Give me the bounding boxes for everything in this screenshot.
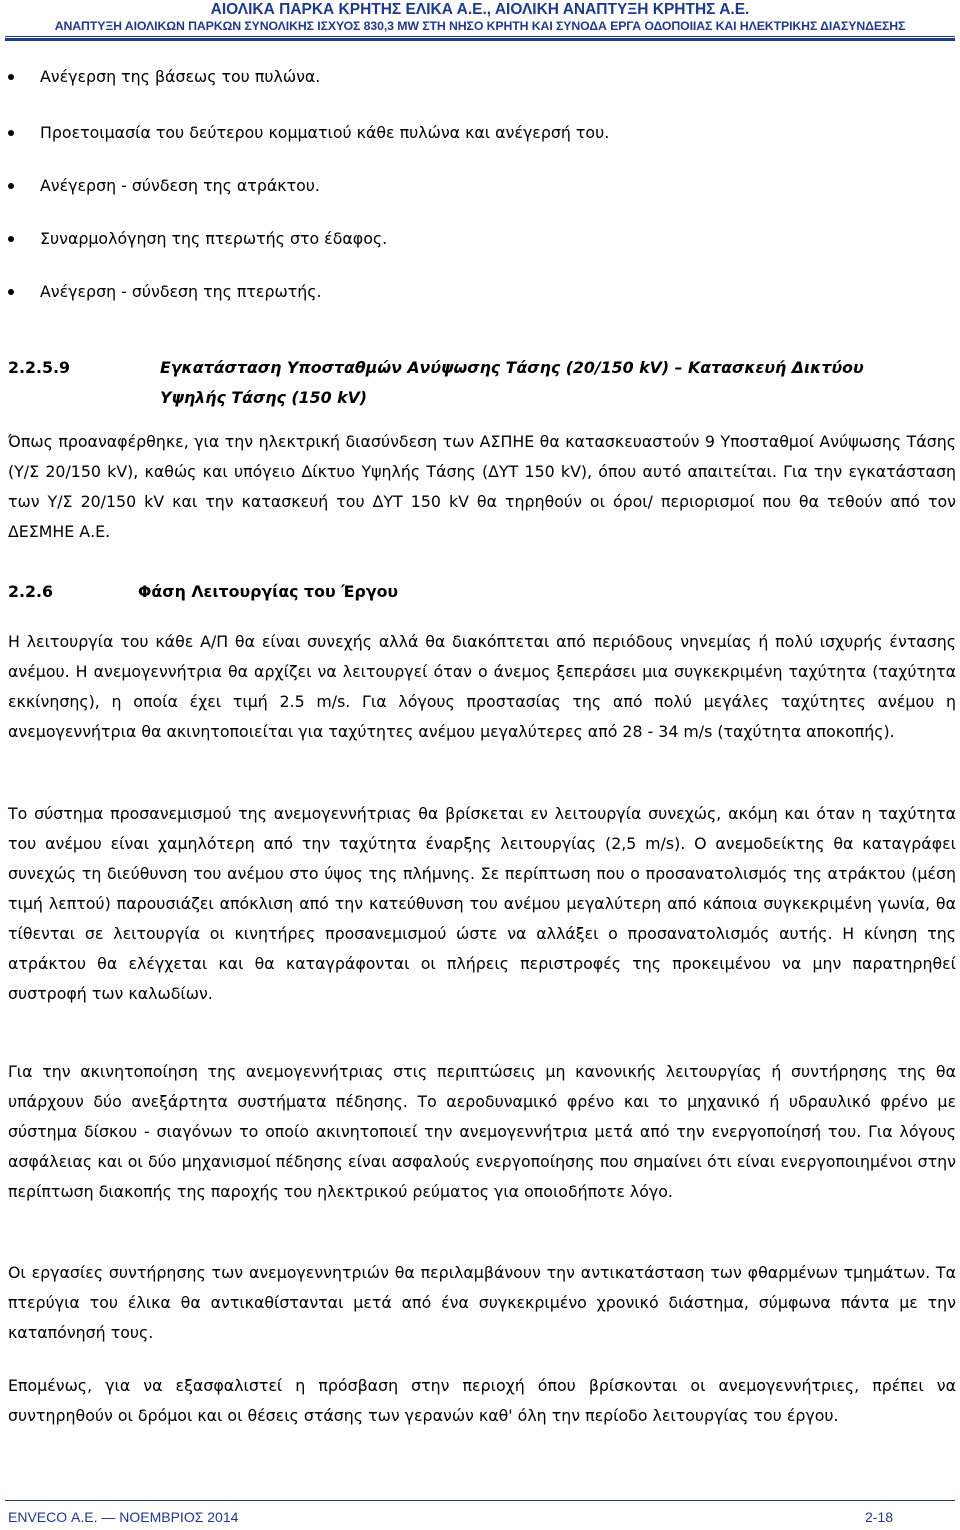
section-number: 2.2.6 — [8, 582, 53, 601]
paragraph: Το σύστημα προσανεμισμού της ανεμογεννήτριας θα βρίσκεται εν λειτουργία συνεχώς, ακόμη και όταν η ταχύτητα του ανέμου είναι χαμηλότερη από την ταχύτητα έναρξης λειτουργίας (2,5 m/s). Ο ανεμοδείκτης θα καταγράφει συνεχώς τη διεύθυνση του ανέμου στο ύψος της πλήμνης. Σε περίπτωση που ο προσανατολισμός της ατράκτου (μέση τιμή λεπτού) παρουσιάζει απόκλιση από την κατεύθυνση του ανέμου μεγαλύτερη από κάποια συγκεκριμένη γωνία, θα τίθενται σε λειτουργία οι κινητήρες προσανεμισμού ώστε να αλλάξει ο προσανατολισμός αυτής. Η κίνηση της ατράκτου θα ελέγχεται και θα καταγράφονται οι πλήρεις περιστροφές της προκειμένου να μην παρατηρηθεί συστροφή των καλωδίων. — [8, 804, 956, 1003]
footer-company-date: ENVECO Α.Ε. — ΝΟΕΜΒΡΙΟΣ 2014 — [8, 1509, 239, 1525]
bullet-dot-icon — [8, 289, 14, 295]
footer-rule — [5, 1500, 955, 1501]
bullet-dot-icon — [8, 183, 14, 189]
bullet-dot-icon — [8, 74, 14, 80]
bullet-dot-icon — [8, 236, 14, 242]
section-2-2-5-9-paragraph: Όπως προαναφέρθηκε, για την ηλεκτρική διασύνδεση των ΑΣΠΗΕ θα κατασκευαστούν 9 Υποσταθμοί Ανύψωσης Τάσης (Υ/Σ 20/150 kV), καθώς και υπόγειο Δίκτυο Υψηλής Τάσης (ΔΥΤ 150 kV), όπου αυτό απαιτείται. Για την εγκατάσταση των Υ/Σ 20/150 kV και την κατασκευή του ΔΥΤ 150 kV θα τηρηθούν οι όροι/ περιορισμοί που θα τεθούν από τον ΔΕΣΜΗΕ Α.Ε. — [8, 432, 956, 541]
paragraph: Για την ακινητοποίηση της ανεμογεννήτριας στις περιπτώσεις μη κανονικής λειτουργίας ή συντήρησης της θα υπάρχουν δύο ανεξάρτητα συστήματα πέδησης. Το αεροδυναμικό φρένο και το μηχανικό ή υδραυλικό φρένο με σύστημα δίσκου - σιαγόνων το οποίο ακινητοποιεί την ανεμογεννήτρια μετά από την ενεργοποίησή του. Για λόγους ασφάλειας και οι δύο μηχανισμοί πέδησης είναι ασφαλούς ενεργοποίησης που σημαίνει ότι είναι ενεργοποιημένοι στην περίπτωση διακοπής της παροχής του ηλεκτρικού ρεύματος για οποιοδήποτε λόγο. — [8, 1062, 956, 1201]
section-title-line1: Εγκατάσταση Υποσταθμών Ανύψωσης Τάσης (20/150 kV) – Κατασκευή Δικτύου — [160, 358, 864, 377]
paragraph: Οι εργασίες συντήρησης των ανεμογεννητριών θα περιλαμβάνουν την αντικατάσταση των φθαρμένων τμημάτων. Τα πτερύγια του έλικα θα αντικαθίστανται μετά από ένα συγκεκριμένο χρονικό διάστημα, σύμφωνα πάντα με την καταπόνησή τους. — [8, 1263, 956, 1342]
bullet-dot-icon — [8, 130, 14, 136]
paragraph: Επομένως, για να εξασφαλιστεί η πρόσβαση στην περιοχή όπου βρίσκονται οι ανεμογεννήτριες, πρέπει να συντηρηθούν οι δρόμοι και οι θέσεις στάσης των γερανών καθ' όλη την περίοδο λειτουργίας του έργου. — [8, 1376, 956, 1425]
header-rule — [5, 36, 955, 41]
section-number: 2.2.5.9 — [8, 358, 70, 377]
paragraph: Η λειτουργία του κάθε Α/Π θα είναι συνεχής αλλά θα διακόπτεται από περιόδους νηνεμίας ή πολύ ισχυρής έντασης ανέμου. Η ανεμογεννήτρια θα αρχίζει να λειτουργεί όταν ο άνεμος ξεπεράσει μια συγκεκριμένη ταχύτητα (ταχύτητα εκκίνησης), η οποία έχει τιμή 2.5 m/s. Για λόγους προστασίας της από πολύ μεγάλες ταχύτητες ανέμου η ανεμογεννήτρια θα ακινητοποιείται για ταχύτητες ανέμου μεγαλύτερες από 28 - 34 m/s (ταχύτητα αποκοπής). — [8, 632, 956, 741]
page-header — [0, 0, 960, 41]
page-number: 2-18 — [864, 1509, 893, 1525]
header-subtitle: ΑΝΑΠΤΥΞΗ ΑΙΟΛΙΚΩΝ ΠΑΡΚΩΝ ΣΥΝΟΛΙΚΗΣ ΙΣΧΥΟΣ 830,3 MW ΣΤΗ ΝΗΣΟ ΚΡΗΤΗ ΚΑΙ ΣΥΝΟΔΑ ΕΡΓΑ ΟΔΟΠΟΙΙΑΣ ΚΑΙ ΗΛΕΚΤΡΙΚΗΣ ΔΙΑΣΥΝΔΕΣΗΣ — [54, 19, 906, 33]
section-title: Φάση Λειτουργίας του Έργου — [138, 582, 399, 601]
header-title: ΑΙΟΛΙΚΑ ΠΑΡΚΑ ΚΡΗΤΗΣ ΕΛΙΚΑ Α.Ε., ΑΙΟΛΙΚΗ ΑΝΑΠΤΥΞΗ ΚΡΗΤΗΣ Α.Ε. — [210, 1, 750, 18]
section-title-line2: Υψηλής Τάσης (150 kV) — [160, 388, 368, 407]
